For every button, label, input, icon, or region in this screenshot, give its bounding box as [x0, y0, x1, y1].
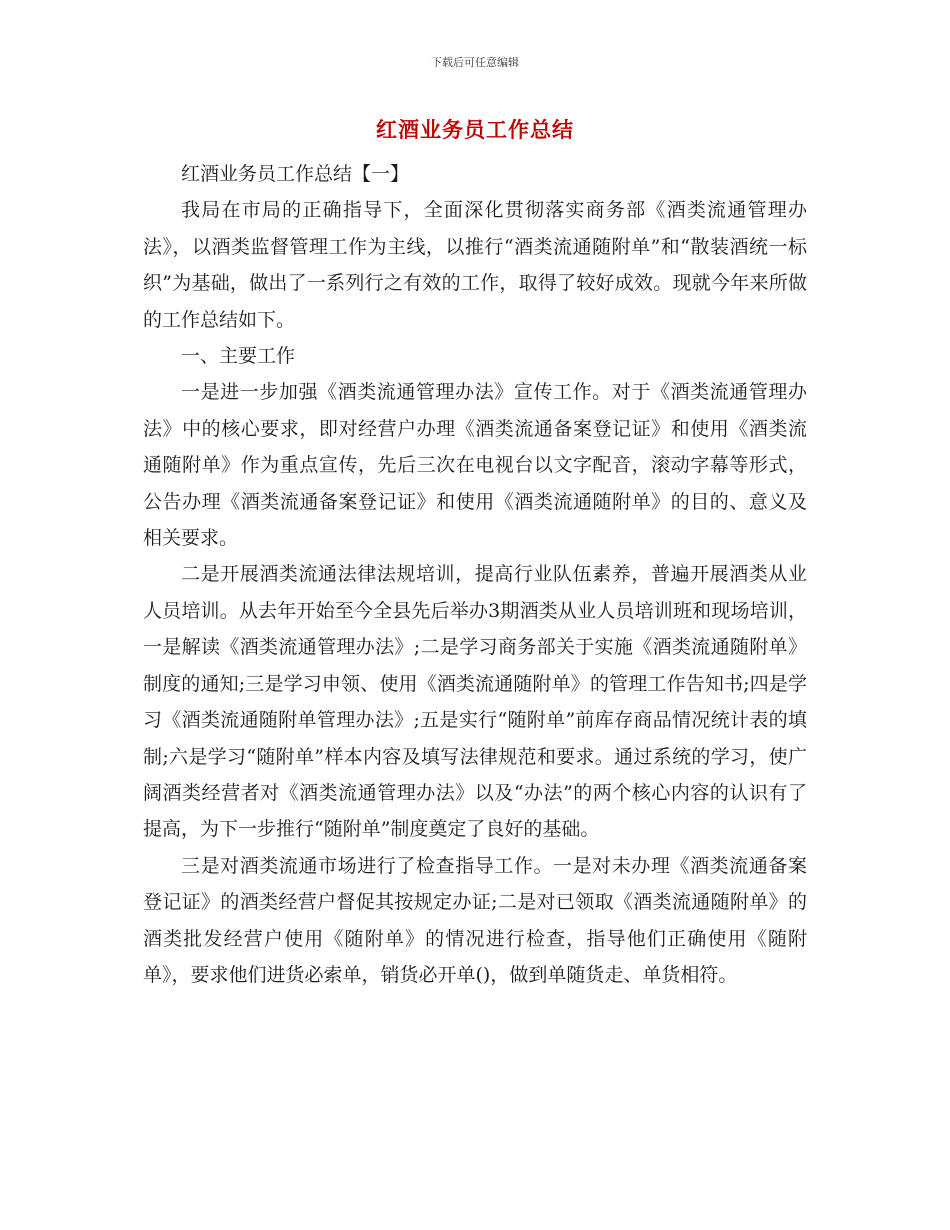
- paragraph-item-1: 一是进一步加强《酒类流通管理办法》宣传工作。对于《酒类流通管理办法》中的核心要求，即对经营户办理《酒类流通备案登记证》和使用《酒类流通随附单》作为重点宣传，先后三次在电视台以文字配音，滚动字幕等形式，公告办理《酒类流通备案登记证》和使用《酒类流通随附单》的目的、意义及相关要求。: [143, 381, 807, 550]
- section-heading: 红酒业务员工作总结【一】: [181, 163, 410, 185]
- document-body: [143, 156, 807, 993]
- paragraph-item-2: 二是开展酒类流通法律法规培训，提高行业队伍素养，普遍开展酒类从业人员培训。从去年开始至今全县先后举办3期酒类从业人员培训班和现场培训，一是解读《酒类流通管理办法》;二是学习商务部关于实施《酒类流通随附单》制度的通知;三是学习申领、使用《酒类流通随附单》的管理工作告知书;四是学习《酒类流通随附单管理办法》;五是实行“随附单”前库存商品情况统计表的填制;六是学习“随附单”样本内容及填写法律规范和要求。通过系统的学习，使广阔酒类经营者对《酒类流通管理办法》以及“办法”的两个核心内容的认识有了提高，为下一步推行“随附单”制度奠定了良好的基础。: [143, 563, 807, 841]
- header-note: 下载后可任意编辑: [431, 56, 519, 69]
- subsection-heading: 一、主要工作: [181, 345, 296, 368]
- document-title: 红酒业务员工作总结: [376, 117, 574, 142]
- paragraph-item-3: 三是对酒类流通市场进行了检查指导工作。一是对未办理《酒类流通备案登记证》的酒类经营户督促其按规定办证;二是对已领取《酒类流通随附单》的酒类批发经营户使用《随附单》的情况进行检查，指导他们正确使用《随附单》，要求他们进货必索单，销货必开单()，做到单随货走、单货相符。: [143, 854, 807, 986]
- intro-paragraph: 我局在市局的正确指导下，全面深化贯彻落实商务部《酒类流通管理办法》，以酒类监督管理工作为主线，以推行“酒类流通随附单”和“散装酒统一标织”为基础，做出了一系列行之有效的工作，取得了较好成效。现就今年来所做的工作总结如下。: [143, 199, 807, 331]
